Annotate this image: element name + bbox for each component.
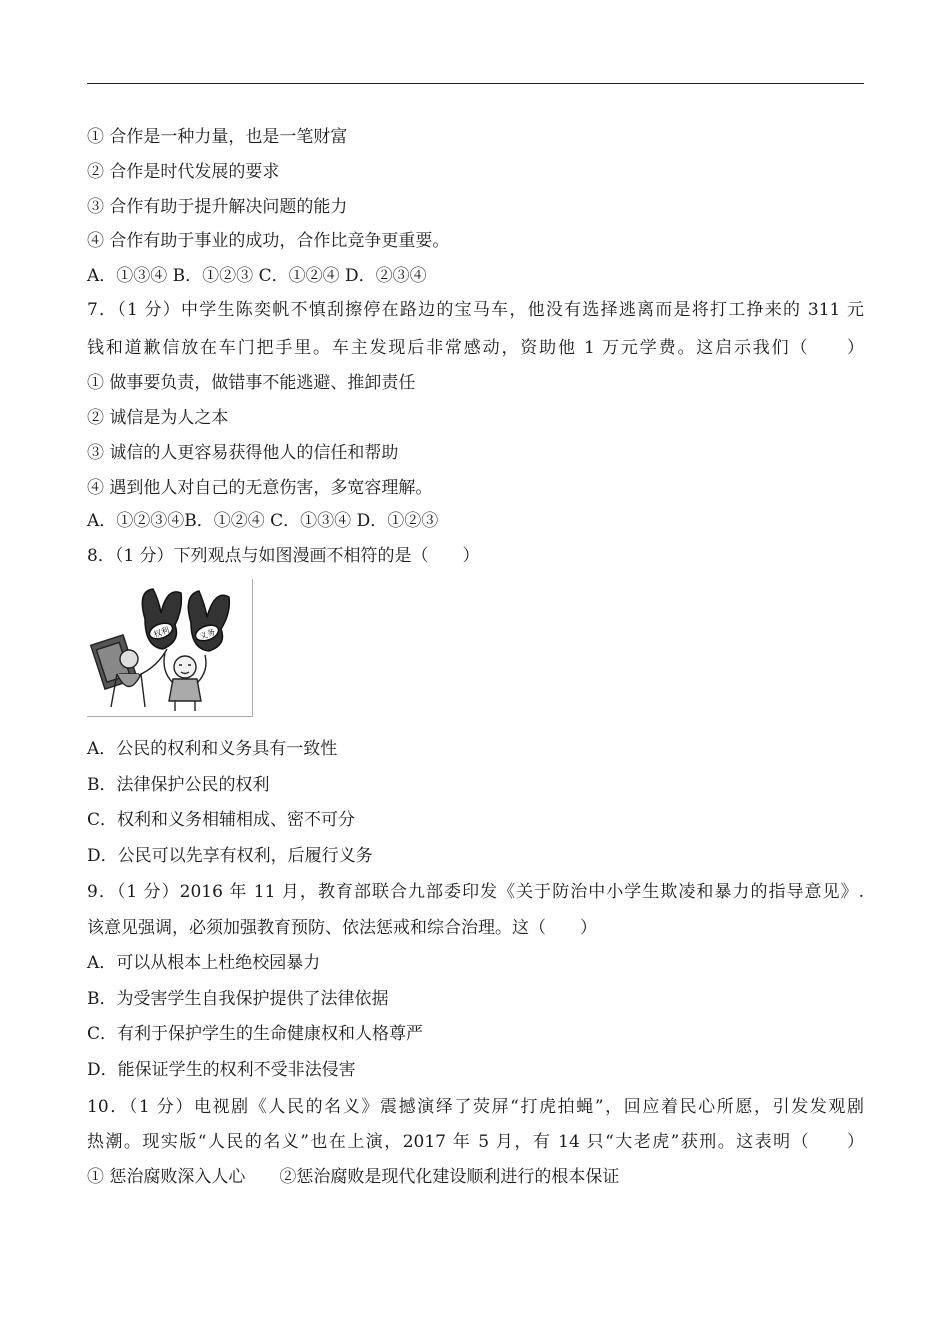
q9-option-c: C．有利于保护学生的生命健康权和人格尊严 bbox=[87, 1024, 424, 1044]
q10-options: ① 惩治腐败深入人心 ②惩治腐败是现代化建设顺利进行的根本保证 bbox=[87, 1167, 620, 1187]
q6-option-1: ① 合作是一种力量，也是一笔财富 bbox=[87, 127, 348, 147]
q10-stem-line-2: 热潮。现实版“人民的名义”也在上演，2017 年 5 月，有 14 只“大老虎”获刑。这表明（ ） bbox=[87, 1132, 864, 1152]
cartoon-illustration bbox=[87, 579, 252, 716]
q10-stem-line-1: 10．（1 分）电视剧《人民的名义》震撼演绎了荧屏“打虎拍蝇”，回应着民心所愿，引发发观剧 bbox=[87, 1097, 864, 1117]
q8-option-d: D．公民可以先享有权利，后履行义务 bbox=[87, 846, 373, 866]
q9-option-d: D．能保证学生的权利不受非法侵害 bbox=[87, 1060, 356, 1080]
q7-option-1: ① 做事要负责，做错事不能逃避、推卸责任 bbox=[87, 373, 416, 393]
q9-option-b: B．为受害学生自我保护提供了法律依据 bbox=[87, 989, 389, 1009]
comic-label-duties: 义务 bbox=[198, 627, 217, 642]
q9-option-a: A．可以从根本上杜绝校园暴力 bbox=[87, 953, 321, 973]
q9-stem-line-2: 该意见强调，必须加强教育预防、依法惩戒和综合治理。这（ ） bbox=[87, 918, 597, 938]
comic-label-rights: 权利 bbox=[152, 625, 171, 640]
q6-option-4: ④ 合作有助于事业的成功，合作比竞争更重要。 bbox=[87, 231, 450, 251]
q8-option-b: B．法律保护公民的权利 bbox=[87, 775, 270, 795]
q7-answer-choices: A．①②③④B．①②④ C．①③④ D．①②③ bbox=[87, 511, 439, 531]
q7-option-2: ② 诚信是为人之本 bbox=[87, 408, 229, 428]
q7-stem-line-2: 钱和道歉信放在车门把手里。车主发现后非常感动，资助他 1 万元学费。这启示我们（ ） bbox=[87, 338, 864, 358]
q9-stem-line-1: 9．（1 分）2016 年 11 月，教育部联合九部委印发《关于防治中小学生欺凌和暴力的指导意见》. bbox=[87, 882, 864, 902]
q6-answer-choices: A．①③④ B．①②③ C．①②④ D．②③④ bbox=[87, 266, 427, 286]
q6-option-3: ③ 合作有助于提升解决问题的能力 bbox=[87, 197, 348, 217]
header-rule bbox=[87, 83, 864, 84]
q8-option-a: A．公民的权利和义务具有一致性 bbox=[87, 739, 338, 759]
q7-stem-line-1: 7．（1 分）中学生陈奕帆不慎刮擦停在路边的宝马车，他没有选择逃离而是将打工挣来的 311 元 bbox=[87, 300, 864, 320]
q8-stem: 8．（1 分）下列观点与如图漫画不相符的是（ ） bbox=[87, 546, 480, 566]
q7-option-3: ③ 诚信的人更容易获得他人的信任和帮助 bbox=[87, 443, 399, 463]
q8-option-c: C．权利和义务相辅相成、密不可分 bbox=[87, 810, 356, 830]
q6-option-2: ② 合作是时代发展的要求 bbox=[87, 162, 280, 182]
q7-option-4: ④ 遇到他人对自己的无意伤害，多宽容理解。 bbox=[87, 478, 433, 498]
cartoon-image bbox=[87, 579, 253, 717]
